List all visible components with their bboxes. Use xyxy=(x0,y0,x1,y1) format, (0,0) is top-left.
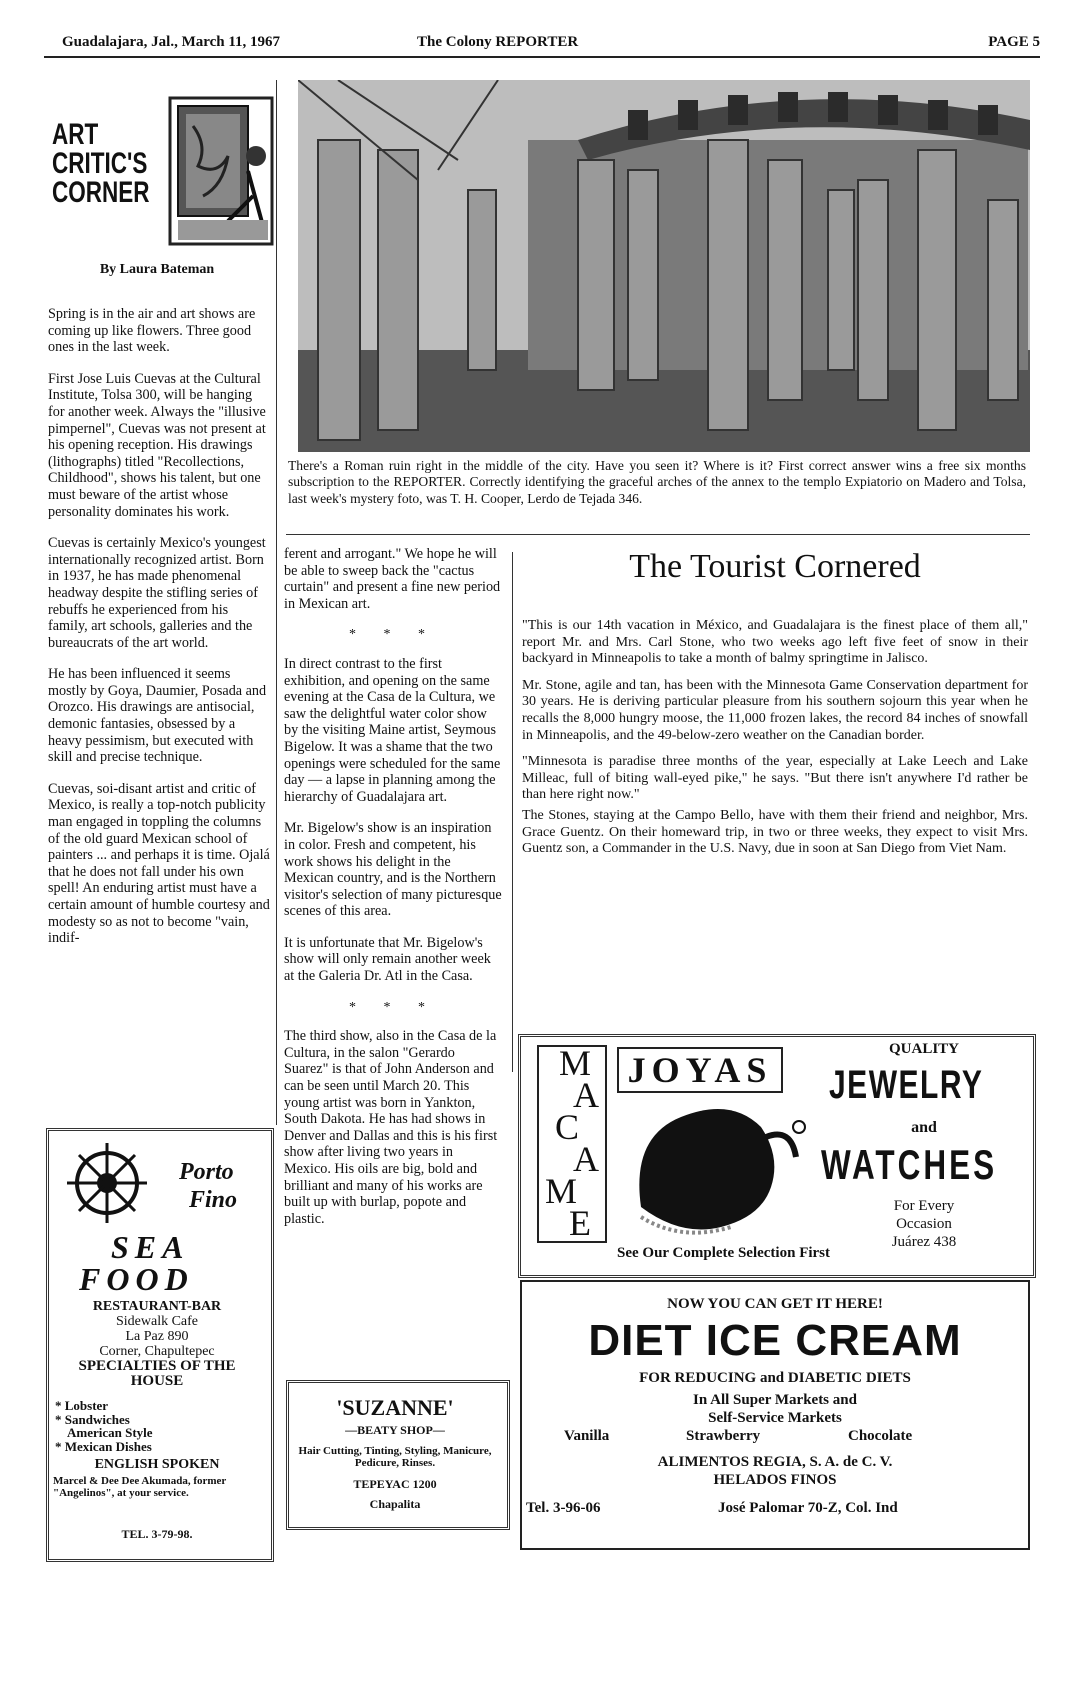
ad-occasion: For Every Occasion Juárez 438 xyxy=(891,1198,957,1250)
ad-for: FOR REDUCING and DIABETIC DIETS xyxy=(639,1370,911,1386)
tourist-article xyxy=(522,618,1028,873)
tourist-title: The Tourist Cornered xyxy=(629,548,921,585)
ice-cream-ad xyxy=(520,1280,1030,1550)
ad-subtitle: —BEATY SHOP— xyxy=(345,1423,445,1437)
ad-name: Porto xyxy=(179,1159,234,1185)
paragraph: "This is our 14th vacation in México, and Guadalajara is the finest place of them all," report Mr. and Mrs. Carl Stone, who two weeks ago left five feet of snow in their backyard in Minneapolis to take a month of balmy springtime in Jalisco. xyxy=(522,618,1028,667)
critic-column-2 xyxy=(284,546,502,1242)
ad-flavor: Chocolate xyxy=(848,1428,913,1444)
list-item: * Mexican Dishes xyxy=(55,1438,152,1454)
caption-rule xyxy=(286,534,1030,535)
paragraph: First Jose Luis Cuevas at the Cultural Institute, Tolsa 300, will be hanging for another week. Always the "illusive pimpernel", Cuevas was not present at his opening reception. His drawings (lithographs) titled "Recollections, Childhood", shows his talent, but one must beware of the artist whose personality dominates his work. xyxy=(48,370,266,520)
ad-company: ALIMENTOS REGIA, S. A. de C. V. xyxy=(657,1454,893,1470)
ad-cafe: Sidewalk Cafe xyxy=(115,1314,199,1329)
ad-address: La Paz 890 xyxy=(125,1329,189,1344)
paragraph: The Stones, staying at the Campo Bello, have with them their friend and neighbor, Mrs. Grace Guentz. On their homeward trip, in two or three weeks, they expect to visit Mrs. Guentz son, a Commander in the U.S. Navy, due in soon at San Diego from Viet Nam. xyxy=(522,807,1028,857)
ad-menu-list xyxy=(55,1399,153,1453)
ad-title: DIET ICE CREAM xyxy=(588,1316,962,1365)
paragraph: Spring is in the air and art shows are coming up like flowers. Three good ones in the last week. xyxy=(48,306,256,356)
ad-house: HOUSE xyxy=(130,1373,184,1389)
list-item: American Style xyxy=(67,1425,153,1440)
paragraph: It is unfortunate that Mr. Bigelow's show will only remain another week at the Galeria Dr. Atl in the Casa. xyxy=(284,934,491,985)
ad-address: TEPEYAC 1200 xyxy=(353,1477,437,1491)
ad-type: RESTAURANT-BAR xyxy=(92,1299,222,1314)
ad-flavor: Strawberry xyxy=(686,1428,761,1444)
list-item: * Lobster xyxy=(55,1398,109,1413)
ad-brand: HELADOS FINOS xyxy=(713,1472,837,1488)
ad-name: Fino xyxy=(189,1187,238,1213)
title-line: ART xyxy=(52,118,99,151)
joyas-ad xyxy=(518,1034,1036,1278)
list-item: * Sandwiches xyxy=(55,1411,130,1427)
ad-address: Corner, Chapultepec xyxy=(99,1344,215,1359)
ad-name: 'SUZANNE' xyxy=(336,1395,454,1420)
section-stars: * * * xyxy=(349,999,437,1015)
ad-phone: TEL. 3-79-98. xyxy=(121,1527,193,1541)
ad-top-line: NOW YOU CAN GET IT HERE! xyxy=(667,1296,883,1312)
paragraph: Mr. Bigelow's show is an inspiration in color. Fresh and competent, his work shows his delight in the Mexican country, and is the Northern visitor's selection of many picturesque scenes of this area. xyxy=(284,820,502,920)
suzanne-ad xyxy=(286,1380,510,1530)
ad-address: José Palomar 70-Z, Col. Ind xyxy=(718,1500,898,1516)
column-title xyxy=(52,120,162,207)
ad-jewelry: JEWELRY xyxy=(829,1063,984,1107)
artist-easel-illustration xyxy=(168,96,274,246)
paragraph: ferent and arrogant." We hope he will be able to sweep back the "cactus curtain" and present a fine new period in Mexican art. xyxy=(284,546,501,612)
ad-where: Self-Service Markets xyxy=(708,1410,842,1426)
ad-macame-letters: M A C A M E xyxy=(537,1045,607,1243)
paragraph: "Minnesota is paradise three months of the year, especially at Lake Leech and Lake Milleac, full of biting wall-eyed pike," he says. "But there isn't anywhere I'd rather be than here right now." xyxy=(522,754,1028,803)
ad-quality: QUALITY xyxy=(888,1041,959,1057)
title-line: CORNER xyxy=(52,176,150,209)
portofino-ad xyxy=(46,1128,274,1562)
critic-column-1 xyxy=(48,306,270,962)
paragraph: The third show, also in the Casa de la Cultura, in the salon "Gerardo Suarez" is that of John Anderson and can be seen until March 20. This young artist was born in Yankton, South Dakota. He has had shows in Denver and Dallas and this is his first show after living two years in Mexico. His oils are big, bold and brilliant and many of his works are built up with burlap, popote and plastic. xyxy=(284,1028,498,1227)
ad-specialties: SPECIALTIES OF THE xyxy=(78,1358,236,1374)
ad-footer: See Our Complete Selection First xyxy=(617,1245,831,1261)
header-page-number: PAGE 5 xyxy=(988,34,1040,50)
ad-english: ENGLISH SPOKEN xyxy=(94,1457,220,1472)
section-stars: * * * xyxy=(349,627,437,643)
ad-phone: Tel. 3-96-06 xyxy=(526,1500,601,1516)
ad-watches: WATCHES xyxy=(821,1141,998,1188)
page-header xyxy=(44,30,1040,58)
ad-joyas-logo: JOYAS xyxy=(617,1047,783,1093)
paragraph: In direct contrast to the first exhibition, and opening on the same evening at the Casa de la Cultura, we saw the delightful water color show by the visiting Maine artist, Seymous Bigelow. It was a shame that the two openings were scheduled for the same day — a lapse in planning among the hierarchy of Guadalajara art. xyxy=(284,655,501,805)
ad-services: Hair Cutting, Tinting, Styling, Manicure, Pedicure, Rinses. xyxy=(298,1445,492,1469)
ad-area: Chapalita xyxy=(369,1497,421,1511)
ad-owners: Marcel & Dee Dee Akumada, former "Angelinos", at your service. xyxy=(53,1475,227,1499)
ad-sea: SEA xyxy=(111,1229,190,1265)
ad-and: and xyxy=(911,1119,937,1136)
woman-profile-illustration xyxy=(621,1097,811,1242)
paragraph: He has been influenced it seems mostly by Goya, Daumier, Posada and Orozco. His drawings are antisocial, demonic fantasies, obsessed by a heavy pessimism, but executed with skill and precise technique. xyxy=(48,666,267,766)
ad-where: In All Super Markets and xyxy=(693,1392,857,1408)
paragraph: Cuevas, soi-disant artist and critic of Mexico, is really a top-notch publicity man engaged in toppling the columns of the old guard Mexican school of painters ... and perhaps it is time. Ojalá that he does not fall under his own spell! An enduring artist must have a certain amount of humble courtesy and modesty so as not to become "vain, indif- xyxy=(48,780,270,947)
ad-details xyxy=(49,1299,265,1389)
roman-ruin-photo xyxy=(298,80,1030,452)
ad-flavor: Vanilla xyxy=(564,1428,610,1444)
ad-food: FOOD xyxy=(79,1261,194,1297)
ship-wheel-icon xyxy=(65,1141,149,1225)
paragraph: Mr. Stone, agile and tan, has been with the Minnesota Game Conservation department for 30 years. He is deriving particular pleasure from his southern sojourn this year when he recalls the 8,000 hungry moose, the 11,000 frozen lakes, the record 84 inches of snowfall in Minneapolis, and the 49-below-zero weather on the Canadian border. xyxy=(522,677,1028,743)
column-rule xyxy=(512,552,513,1072)
photo-caption: There's a Roman ruin right in the middle of the city. Have you seen it? Where is it? First correct answer wins a free six months subscription to the REPORTER. Correctly identifying the graceful arches of the annex to the templo Expiatorio on Madero and Tolsa, last week's mystery foto, was T. H. Cooper, Lerdo de Tejada 346. xyxy=(288,458,1026,506)
header-place-date: Guadalajara, Jal., March 11, 1967 xyxy=(62,34,281,50)
column-rule xyxy=(276,80,277,1125)
paragraph: Cuevas is certainly Mexico's youngest internationally recognized artist. Born in 1937, he has made phenomenal headway despite the stifling series of rebuffs he experienced from his family, art schools, galleries and the bureaucrats of the art world. xyxy=(48,535,266,651)
byline: By Laura Bateman xyxy=(99,262,215,277)
title-line: CRITIC'S xyxy=(52,147,148,180)
header-paper-name: The Colony REPORTER xyxy=(417,34,579,50)
